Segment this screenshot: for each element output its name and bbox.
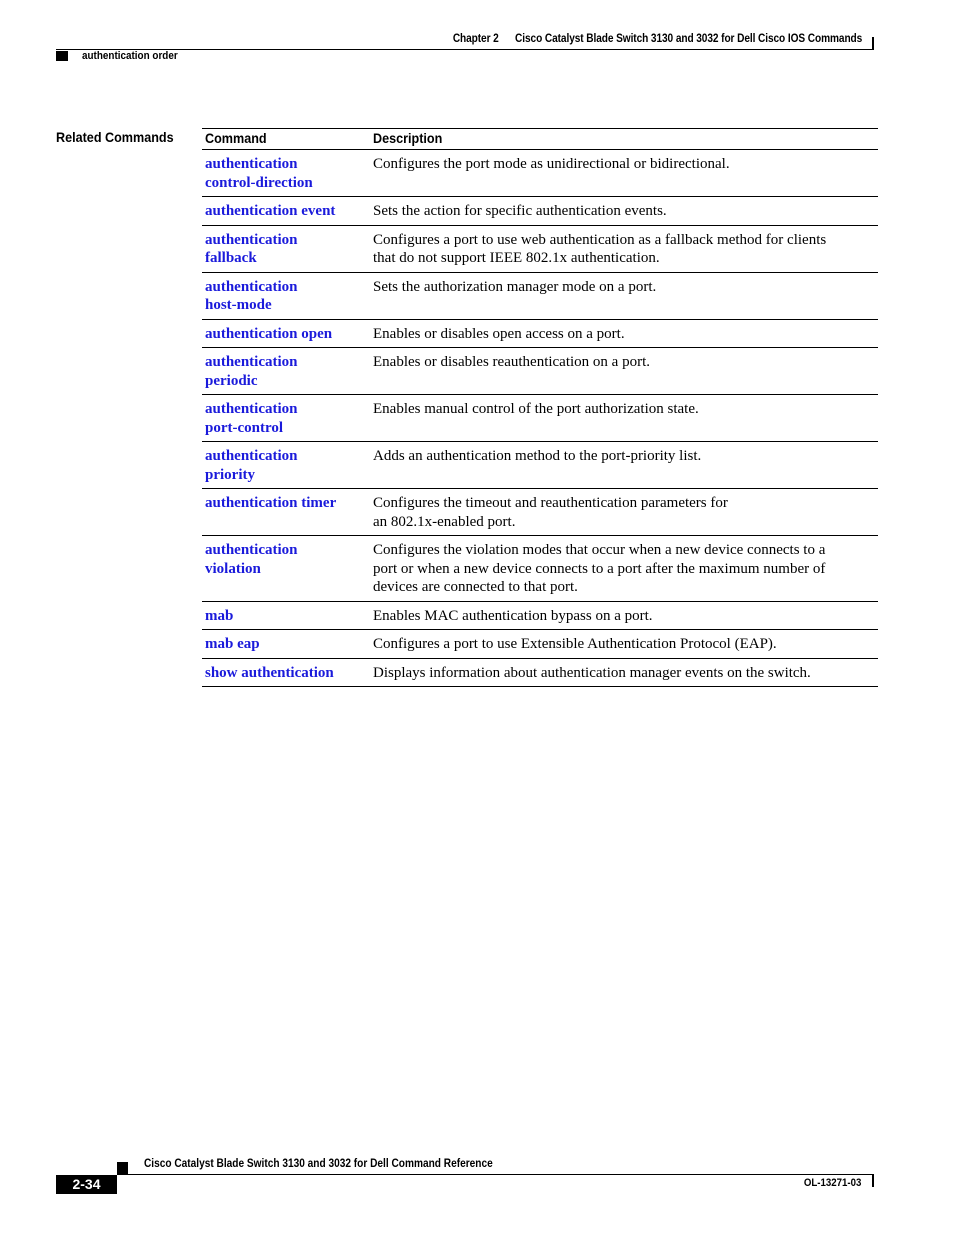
command-description: Enables or disables open access on a port.	[373, 325, 625, 342]
command-link[interactable]: authentication priority	[205, 448, 298, 483]
command-description: Configures a port to use web authentication as a fallback method for clients that do not support IEEE 802.1x authentication.	[373, 231, 827, 266]
related-commands-table	[202, 128, 878, 687]
command-description: Adds an authentication method to the port-priority list.	[373, 448, 702, 464]
footer-rule-end-bar	[872, 1175, 874, 1187]
header-marker-square	[56, 51, 68, 61]
running-header-section: authentication order	[82, 50, 178, 62]
table-row	[202, 395, 878, 442]
table-row	[202, 319, 878, 348]
command-description: Configures the timeout and reauthentication parameters for an 802.1x-enabled port.	[373, 495, 728, 530]
command-link[interactable]: mab	[205, 607, 234, 624]
table-row	[202, 197, 878, 226]
command-description: Enables MAC authentication bypass on a port.	[373, 607, 653, 624]
table-row	[202, 489, 878, 536]
footer-book-title: Cisco Catalyst Blade Switch 3130 and 3032 for Dell Command Reference	[144, 1158, 493, 1170]
command-link[interactable]: authentication control-direction	[205, 156, 313, 191]
page-number: 2-34	[56, 1175, 117, 1194]
table-row	[202, 272, 878, 319]
command-link[interactable]: authentication periodic	[205, 354, 298, 389]
running-header-chapter: Chapter 2 Cisco Catalyst Blade Switch 3130 and 3032 for Dell Cisco IOS Commands	[452, 33, 862, 45]
command-description: Displays information about authentication manager events on the switch.	[373, 664, 811, 681]
command-description: Configures a port to use Extensible Authentication Protocol (EAP).	[373, 636, 777, 652]
table-row	[202, 442, 878, 489]
column-header-command-label: Command	[205, 130, 267, 146]
command-link[interactable]: authentication timer	[205, 495, 337, 511]
table-row	[202, 536, 878, 602]
command-link[interactable]: mab eap	[205, 636, 260, 652]
table-row	[202, 225, 878, 272]
command-description: Sets the authorization manager mode on a port.	[373, 278, 657, 295]
column-header-command	[202, 129, 370, 150]
footer-rule	[117, 1174, 874, 1175]
table-row	[202, 658, 878, 687]
table-row	[202, 630, 878, 659]
column-header-description	[370, 129, 878, 150]
command-description: Configures the port mode as unidirectional or bidirectional.	[373, 156, 730, 172]
related-commands-label: Related Commands	[56, 129, 174, 145]
table-row	[202, 601, 878, 630]
command-description: Sets the action for specific authentication events.	[373, 203, 667, 219]
command-description: Enables manual control of the port authorization state.	[373, 401, 699, 417]
command-link[interactable]: authentication fallback	[205, 231, 298, 266]
document-number: OL-13271-03	[803, 1177, 861, 1189]
footer-marker-square	[117, 1162, 128, 1174]
header-rule	[56, 49, 874, 50]
table-header-row	[202, 129, 878, 150]
command-link[interactable]: authentication event	[205, 203, 336, 219]
table-row	[202, 150, 878, 197]
table-row	[202, 348, 878, 395]
command-link[interactable]: authentication open	[205, 325, 333, 342]
command-description: Configures the violation modes that occur when a new device connects to a port or when a new device connects to a port after the maximum number of devices are connected to that port.	[373, 542, 826, 595]
related-commands-body	[202, 150, 878, 687]
command-link[interactable]: authentication port-control	[205, 401, 298, 436]
command-link[interactable]: authentication violation	[205, 542, 298, 577]
command-description: Enables or disables reauthentication on a port.	[373, 354, 650, 370]
column-header-description-label: Description	[373, 130, 443, 146]
command-link[interactable]: authentication host-mode	[205, 278, 298, 313]
command-link[interactable]: show authentication	[205, 664, 334, 681]
